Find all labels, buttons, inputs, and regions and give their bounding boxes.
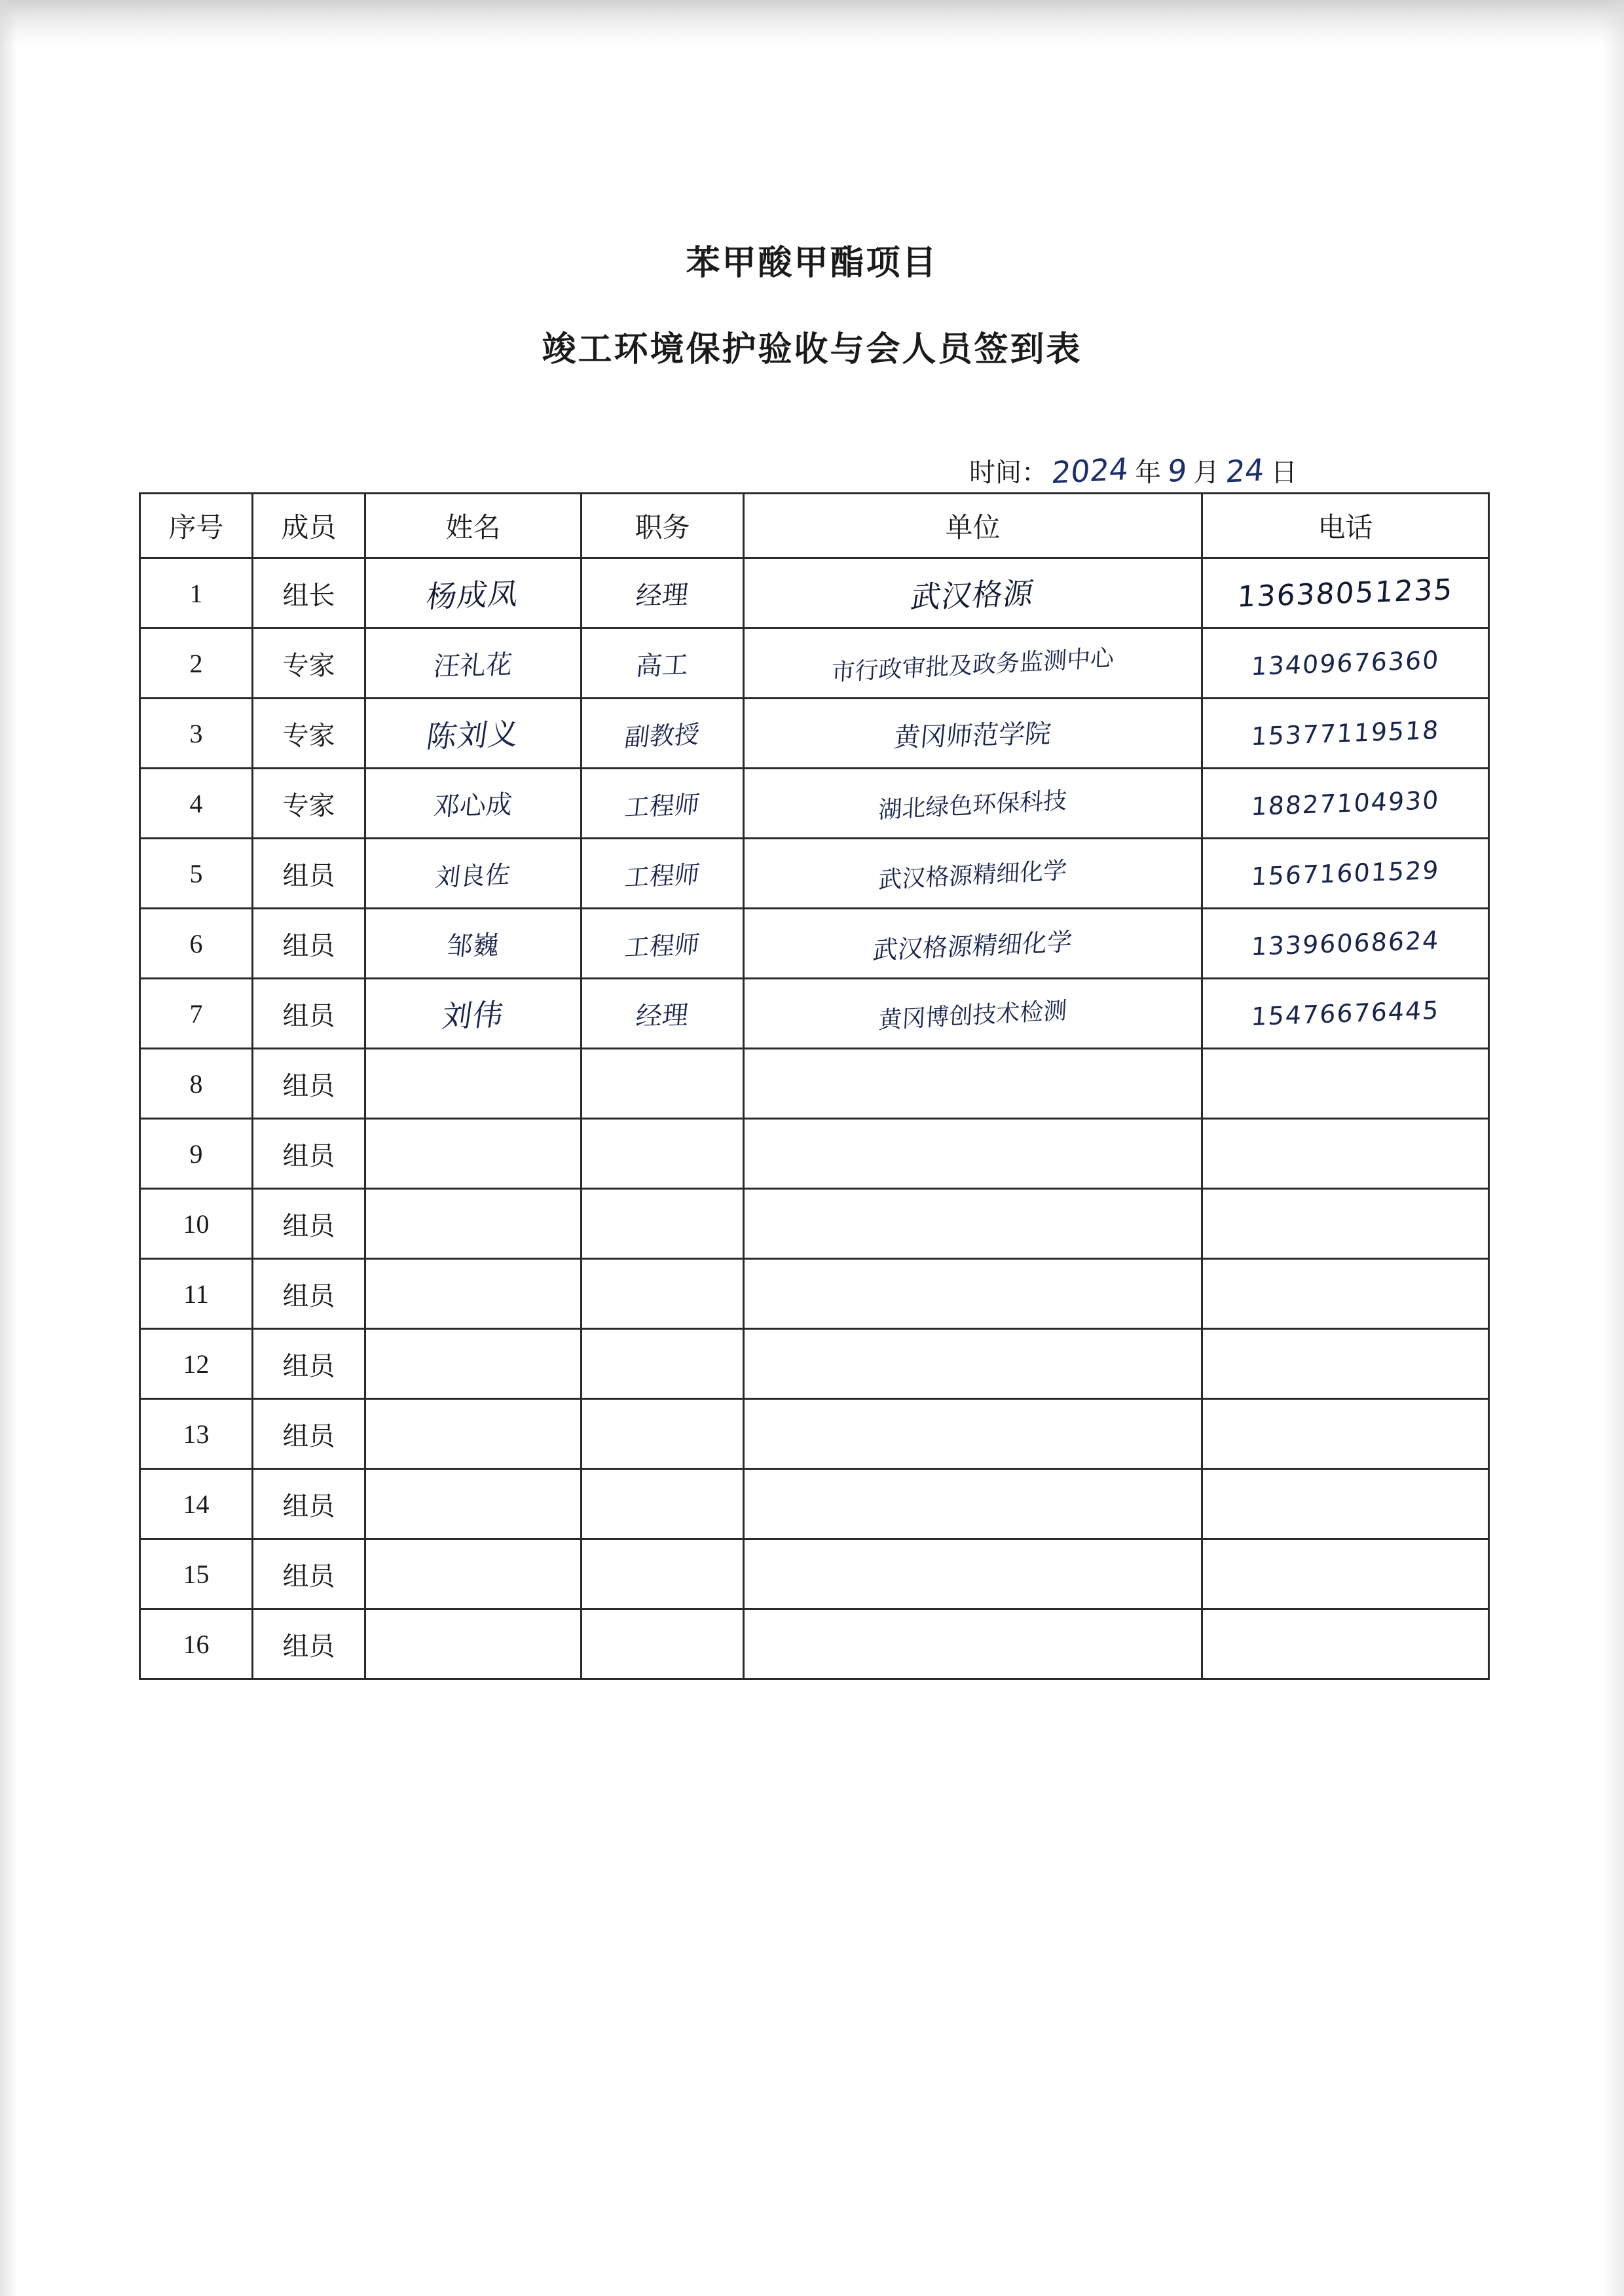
- cell-name: 陈刘义: [365, 699, 581, 769]
- cell-role: 组员: [253, 1119, 365, 1189]
- document-title: [0, 244, 1624, 371]
- table-row: [140, 1399, 1489, 1469]
- cell-unit: [744, 1399, 1202, 1469]
- cell-no: 13: [140, 1399, 253, 1469]
- cell-role: 专家: [253, 629, 365, 699]
- project-title: 苯甲酸甲酯项目: [686, 245, 938, 282]
- cell-phone: [1202, 1119, 1489, 1189]
- cell-name: 刘良佐: [365, 839, 581, 909]
- cell-phone: [1202, 1539, 1489, 1609]
- table-row: [140, 909, 1489, 979]
- table-row: [140, 1189, 1489, 1259]
- cell-name: [365, 1329, 581, 1399]
- date-month-value: 9: [1166, 452, 1189, 489]
- cell-unit: 黄冈博创技术检测: [744, 979, 1202, 1049]
- cell-unit: [744, 1049, 1202, 1119]
- cell-phone: [1202, 1329, 1489, 1399]
- cell-unit: [744, 1189, 1202, 1259]
- cell-name: [365, 1119, 581, 1189]
- cell-name: [365, 1469, 581, 1539]
- table-row: [140, 629, 1489, 699]
- cell-unit: 武汉格源精细化学: [744, 909, 1202, 979]
- cell-role: 组员: [253, 1539, 365, 1609]
- cell-name: [365, 1399, 581, 1469]
- cell-role: 组员: [253, 1049, 365, 1119]
- cell-unit: [744, 1539, 1202, 1609]
- cell-name: 刘伟: [365, 979, 581, 1049]
- cell-title: 高工: [581, 629, 744, 699]
- table-row: [140, 1119, 1489, 1189]
- cell-title: [581, 1049, 744, 1119]
- date-label: 时间：: [969, 458, 1048, 487]
- cell-name: [365, 1609, 581, 1679]
- table-header-row: [140, 494, 1489, 558]
- table-row: [140, 558, 1489, 629]
- date-day-value: 24: [1225, 452, 1266, 490]
- cell-role: 组长: [253, 558, 365, 629]
- cell-unit: 黄冈师范学院: [744, 699, 1202, 769]
- cell-role: 组员: [253, 1469, 365, 1539]
- table-row: [140, 769, 1489, 839]
- cell-role: 专家: [253, 769, 365, 839]
- cell-phone: 13638051235: [1202, 558, 1489, 629]
- cell-no: 4: [140, 769, 253, 839]
- cell-unit: 武汉格源精细化学: [744, 839, 1202, 909]
- cell-role: 组员: [253, 1609, 365, 1679]
- cell-no: 10: [140, 1189, 253, 1259]
- cell-role: 专家: [253, 699, 365, 769]
- table-row: [140, 839, 1489, 909]
- cell-title: 工程师: [581, 909, 744, 979]
- header-role: 成员: [253, 494, 365, 558]
- cell-unit: [744, 1329, 1202, 1399]
- cell-no: 1: [140, 558, 253, 629]
- table-row: [140, 979, 1489, 1049]
- cell-role: 组员: [253, 979, 365, 1049]
- table-row: [140, 1049, 1489, 1119]
- cell-unit: [744, 1119, 1202, 1189]
- cell-phone: 15671601529: [1202, 839, 1489, 909]
- cell-title: [581, 1329, 744, 1399]
- cell-phone: [1202, 1609, 1489, 1679]
- cell-no: 6: [140, 909, 253, 979]
- cell-role: 组员: [253, 909, 365, 979]
- cell-phone: 13409676360: [1202, 629, 1489, 699]
- cell-no: 16: [140, 1609, 253, 1679]
- cell-phone: [1202, 1189, 1489, 1259]
- cell-role: 组员: [253, 1259, 365, 1329]
- cell-phone: 15476676445: [1202, 979, 1489, 1049]
- cell-title: [581, 1469, 744, 1539]
- date-month-unit: 月: [1193, 458, 1220, 487]
- cell-no: 11: [140, 1259, 253, 1329]
- cell-title: [581, 1539, 744, 1609]
- cell-phone: [1202, 1469, 1489, 1539]
- cell-no: 7: [140, 979, 253, 1049]
- cell-phone: [1202, 1259, 1489, 1329]
- cell-name: 邓心成: [365, 769, 581, 839]
- cell-name: 汪礼花: [365, 629, 581, 699]
- cell-unit: 市行政审批及政务监测中心: [744, 629, 1202, 699]
- header-no: 序号: [140, 494, 253, 558]
- cell-name: 杨成凤: [365, 558, 581, 629]
- header-title: 职务: [581, 494, 744, 558]
- form-title: 竣工环境保护验收与会人员签到表: [542, 331, 1082, 369]
- header-phone: 电话: [1202, 494, 1489, 558]
- cell-title: 经理: [581, 979, 744, 1049]
- cell-name: [365, 1049, 581, 1119]
- cell-phone: [1202, 1049, 1489, 1119]
- cell-unit: 武汉格源: [744, 558, 1202, 629]
- cell-no: 15: [140, 1539, 253, 1609]
- date-line: [969, 452, 1519, 498]
- cell-no: 12: [140, 1329, 253, 1399]
- date-year-unit: 年: [1135, 458, 1162, 487]
- cell-title: [581, 1609, 744, 1679]
- cell-title: [581, 1189, 744, 1259]
- cell-name: [365, 1189, 581, 1259]
- cell-title: 经理: [581, 558, 744, 629]
- table-row: [140, 1469, 1489, 1539]
- cell-name: [365, 1259, 581, 1329]
- cell-unit: [744, 1469, 1202, 1539]
- cell-name: [365, 1539, 581, 1609]
- cell-no: 8: [140, 1049, 253, 1119]
- table-row: [140, 1539, 1489, 1609]
- table-row: [140, 1259, 1489, 1329]
- header-name: 姓名: [365, 494, 581, 558]
- cell-no: 9: [140, 1119, 253, 1189]
- date-year-value: 2024: [1050, 450, 1130, 491]
- cell-unit: [744, 1609, 1202, 1679]
- table-row: [140, 1609, 1489, 1679]
- cell-no: 5: [140, 839, 253, 909]
- cell-title: [581, 1399, 744, 1469]
- cell-title: [581, 1119, 744, 1189]
- table-row: [140, 1329, 1489, 1399]
- cell-phone: [1202, 1399, 1489, 1469]
- cell-role: 组员: [253, 839, 365, 909]
- cell-name: 邹巍: [365, 909, 581, 979]
- cell-title: 工程师: [581, 839, 744, 909]
- cell-role: 组员: [253, 1189, 365, 1259]
- cell-phone: 15377119518: [1202, 699, 1489, 769]
- cell-no: 2: [140, 629, 253, 699]
- signin-table: [139, 492, 1490, 1680]
- cell-phone: 13396068624: [1202, 909, 1489, 979]
- date-day-unit: 日: [1270, 458, 1297, 487]
- cell-role: 组员: [253, 1329, 365, 1399]
- cell-phone: 18827104930: [1202, 769, 1489, 839]
- cell-no: 14: [140, 1469, 253, 1539]
- cell-title: 工程师: [581, 769, 744, 839]
- cell-unit: [744, 1259, 1202, 1329]
- cell-role: 组员: [253, 1399, 365, 1469]
- cell-no: 3: [140, 699, 253, 769]
- cell-title: 副教授: [581, 699, 744, 769]
- cell-unit: 湖北绿色环保科技: [744, 769, 1202, 839]
- cell-title: [581, 1259, 744, 1329]
- header-unit: 单位: [744, 494, 1202, 558]
- table-row: [140, 699, 1489, 769]
